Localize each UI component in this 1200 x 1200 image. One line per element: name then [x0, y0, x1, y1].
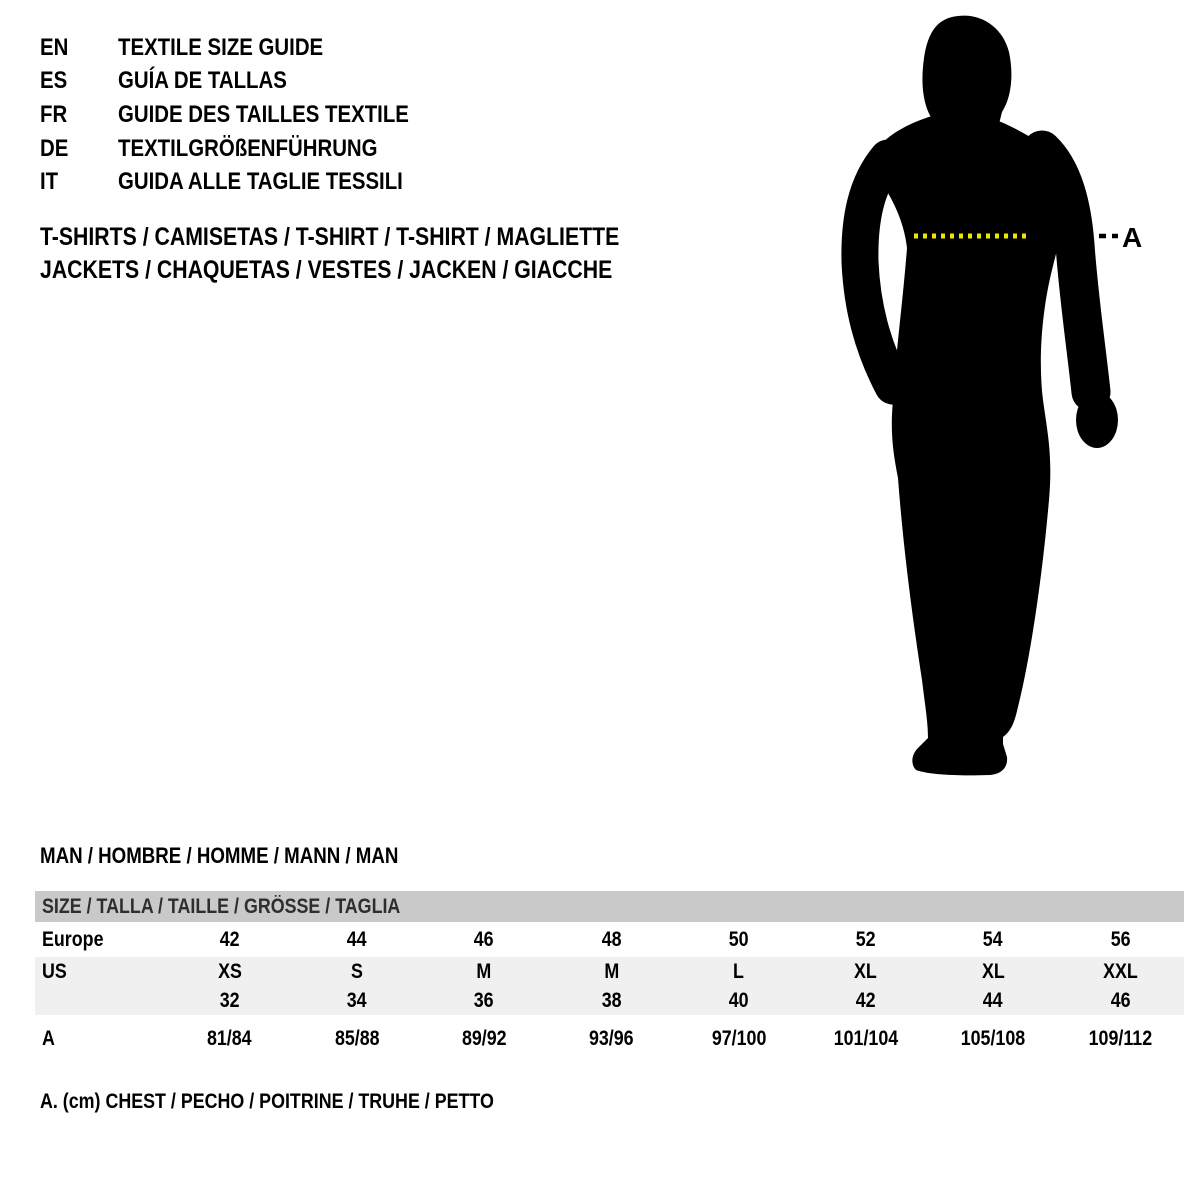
lang-code-text: EN	[40, 33, 69, 61]
lang-code-text: DE	[40, 134, 69, 162]
right-arm-shape	[1042, 150, 1091, 392]
category-line-jackets	[40, 254, 721, 287]
size-cell	[1057, 928, 1184, 952]
size-cell-text: M	[476, 960, 492, 983]
size-cell	[421, 1027, 548, 1051]
size-cell-text: 54	[983, 927, 1004, 951]
size-cell-text: 89/92	[461, 1027, 507, 1050]
size-cell-text: 101/104	[833, 1027, 899, 1050]
measurement-footnote-text: A. (cm) CHEST / PECHO / POITRINE / TRUHE / PETTO	[40, 1090, 494, 1113]
lang-title: GUIDA ALLE TAGLIE TESSILI	[118, 168, 403, 196]
lang-title: TEXTILGRÖßENFÜHRUNG	[118, 134, 378, 162]
size-cell	[802, 989, 929, 1013]
lang-title: GUIDE DES TAILLES TEXTILE	[118, 100, 409, 128]
size-cell-text: 109/112	[1088, 1027, 1153, 1050]
size-cell	[293, 989, 420, 1013]
lang-code	[40, 135, 118, 163]
size-cell-text: 40	[728, 989, 749, 1012]
size-cell	[293, 928, 420, 952]
size-cell-text: S	[350, 960, 363, 983]
section-title-text: MAN / HOMBRE / HOMME / MANN / MAN	[40, 843, 399, 868]
size-table-header	[35, 891, 1184, 922]
size-cell-text: 93/96	[589, 1027, 634, 1050]
size-cell-text: 48	[601, 927, 622, 951]
size-cell-text: XS	[217, 960, 242, 983]
size-cell-text: M	[603, 960, 619, 983]
size-table-header-text: SIZE / TALLA / TAILLE / GRÖSSE / TAGLIA	[42, 894, 401, 918]
lang-code	[40, 101, 118, 129]
size-cell-text: 44	[983, 989, 1004, 1012]
row-label	[35, 928, 166, 952]
table-row-europe	[35, 922, 1184, 957]
lang-title: TEXTILE SIZE GUIDE	[118, 33, 324, 61]
row-label-text: Europe	[42, 927, 104, 951]
lang-code	[40, 34, 118, 62]
lang-code-text: ES	[40, 67, 68, 95]
size-cell	[802, 928, 929, 952]
man-silhouette	[860, 16, 1118, 776]
size-cell	[1057, 989, 1184, 1013]
lang-row-es	[40, 65, 460, 99]
size-cell	[421, 989, 548, 1013]
table-row-numeric	[35, 987, 1184, 1015]
lang-code-text: IT	[40, 168, 59, 196]
size-cell-text: 42	[855, 989, 876, 1012]
language-title-block	[40, 31, 460, 199]
lang-code	[40, 168, 118, 196]
size-cell	[548, 960, 675, 984]
size-table	[35, 891, 1184, 1063]
size-cell-text: 52	[855, 927, 876, 951]
lang-row-it	[40, 165, 460, 199]
right-hand-shape	[1076, 392, 1118, 448]
lang-row-fr	[40, 98, 460, 132]
size-cell	[293, 1027, 420, 1051]
size-cell-text: 46	[474, 927, 495, 951]
table-row-chest	[35, 1015, 1184, 1063]
size-cell	[421, 928, 548, 952]
category-block	[40, 221, 721, 287]
measure-label: A	[1122, 222, 1143, 253]
size-cell-text: 34	[346, 989, 367, 1012]
category-line-tshirts-text: T-SHIRTS / CAMISETAS / T-SHIRT / T-SHIRT / MAGLIETTE	[40, 223, 620, 251]
category-line-jackets-text: JACKETS / CHAQUETAS / VESTES / JACKEN / GIACCHE	[40, 256, 613, 284]
size-cell	[548, 1027, 675, 1051]
section-title-man	[40, 843, 462, 869]
lang-code	[40, 67, 118, 95]
size-cell-text: 105/108	[960, 1027, 1026, 1050]
size-cell-text: 56	[1110, 927, 1131, 951]
row-label-text: US	[42, 960, 67, 983]
size-cell-text: L	[733, 960, 745, 983]
size-cell	[930, 960, 1057, 984]
size-cell	[930, 928, 1057, 952]
size-cell-text: 97/100	[711, 1027, 766, 1050]
size-cell	[675, 989, 802, 1013]
category-line-tshirts	[40, 221, 721, 254]
lang-code-text: FR	[40, 100, 68, 128]
size-cell-text: XL	[981, 960, 1005, 983]
size-cell	[166, 960, 293, 984]
size-cell	[675, 928, 802, 952]
lang-row-de	[40, 132, 460, 166]
size-cell	[930, 989, 1057, 1013]
left-arm-shape	[860, 158, 893, 386]
size-cell	[166, 928, 293, 952]
head-shape	[922, 16, 1034, 152]
size-cell-text: 38	[601, 989, 622, 1012]
measurement-footnote	[40, 1090, 574, 1114]
size-cell-text: 81/84	[207, 1027, 252, 1050]
lang-row-en	[40, 31, 460, 65]
size-cell-text: XXL	[1103, 960, 1138, 983]
size-cell-text: 32	[219, 989, 240, 1012]
table-row-us	[35, 957, 1184, 987]
torso-legs-shape	[869, 116, 1075, 775]
size-cell	[421, 960, 548, 984]
size-cell	[1057, 1027, 1184, 1051]
size-cell	[166, 1027, 293, 1051]
size-cell	[802, 960, 929, 984]
lang-title: GUÍA DE TALLAS	[118, 67, 287, 95]
size-cell-text: 85/88	[334, 1027, 380, 1050]
size-cell	[293, 960, 420, 984]
size-cell	[675, 960, 802, 984]
size-cell	[166, 989, 293, 1013]
size-cell	[930, 1027, 1057, 1051]
size-cell	[548, 989, 675, 1013]
size-cell-text: 42	[219, 927, 240, 951]
row-label-text: A	[42, 1027, 55, 1050]
size-cell-text: XL	[854, 960, 878, 983]
size-cell-text: 50	[728, 927, 749, 951]
size-cell-text: 36	[474, 989, 495, 1012]
size-cell	[802, 1027, 929, 1051]
row-label	[35, 960, 166, 984]
size-cell	[675, 1027, 802, 1051]
size-cell-text: 44	[346, 927, 367, 951]
size-cell-text: 46	[1110, 989, 1131, 1012]
row-label	[35, 1027, 166, 1051]
row-label	[35, 989, 166, 1013]
size-cell	[1057, 960, 1184, 984]
size-cell	[548, 928, 675, 952]
